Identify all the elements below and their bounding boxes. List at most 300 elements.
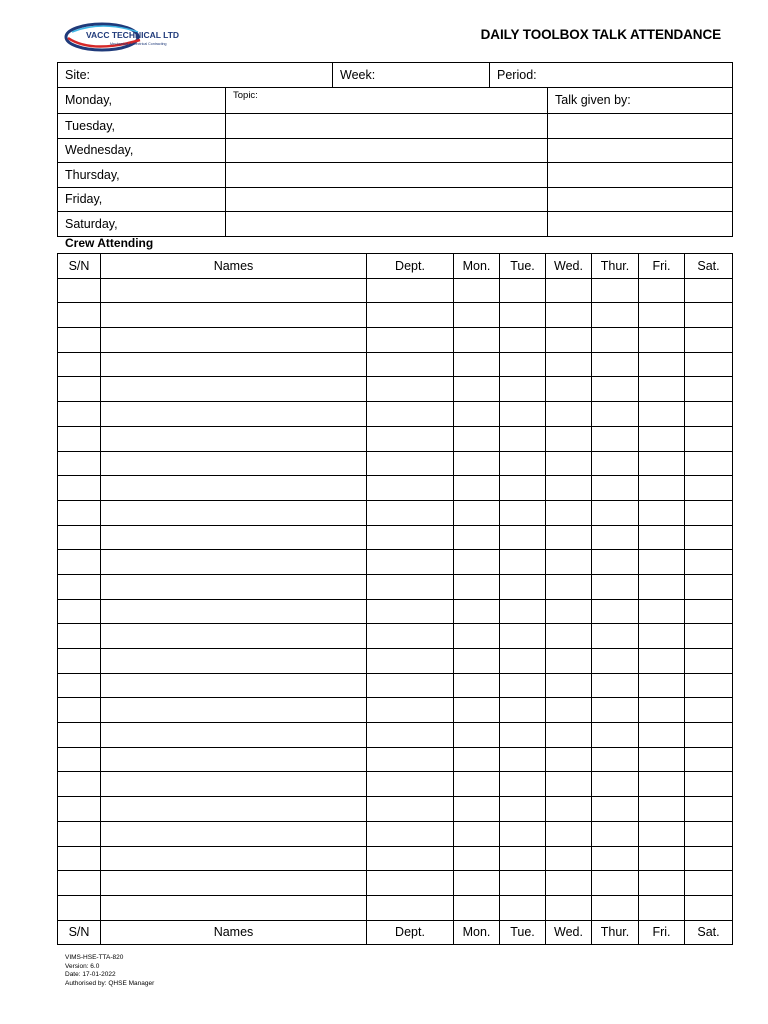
attendance-cell[interactable] (58, 747, 101, 772)
attendance-cell[interactable] (685, 821, 733, 846)
table-row (58, 821, 733, 846)
column-header: Wed. (546, 920, 592, 945)
attendance-cell[interactable] (101, 649, 367, 674)
attendance-cell[interactable] (101, 574, 367, 599)
attendance-cell[interactable] (101, 451, 367, 476)
attendance-cell[interactable] (546, 328, 592, 353)
document-control-info (65, 954, 154, 988)
header-row (58, 254, 733, 279)
attendance-cell[interactable] (101, 871, 367, 896)
attendance-cell[interactable] (367, 821, 454, 846)
attendance-cell[interactable] (58, 476, 101, 501)
attendance-cell[interactable] (592, 723, 639, 748)
table-row (58, 303, 733, 328)
attendance-cell[interactable] (592, 278, 639, 303)
attendance-cell[interactable] (546, 500, 592, 525)
attendance-cell[interactable] (58, 698, 101, 723)
topic-field[interactable] (226, 187, 548, 212)
attendance-cell[interactable] (454, 303, 500, 328)
topic-field[interactable] (226, 87, 548, 114)
attendance-cell[interactable] (367, 871, 454, 896)
column-header: Mon. (454, 254, 500, 279)
attendance-cell[interactable] (592, 624, 639, 649)
attendance-cell[interactable] (639, 723, 685, 748)
attendance-cell[interactable] (500, 747, 546, 772)
attendance-cell[interactable] (639, 402, 685, 427)
attendance-cell[interactable] (454, 451, 500, 476)
attendance-cell[interactable] (592, 377, 639, 402)
attendance-cell[interactable] (367, 698, 454, 723)
attendance-cell[interactable] (454, 673, 500, 698)
column-header: Thur. (592, 920, 639, 945)
attendance-cell[interactable] (367, 673, 454, 698)
attendance-cell[interactable] (101, 476, 367, 501)
attendance-cell[interactable] (58, 624, 101, 649)
attendance-cell[interactable] (101, 500, 367, 525)
company-logo (62, 18, 194, 56)
attendance-cell[interactable] (685, 797, 733, 822)
attendance-cell[interactable] (546, 525, 592, 550)
column-header: Tue. (500, 254, 546, 279)
attendance-cell[interactable] (546, 747, 592, 772)
attendance-cell[interactable] (500, 871, 546, 896)
attendance-cell[interactable] (639, 772, 685, 797)
column-header: Fri. (639, 254, 685, 279)
attendance-cell[interactable] (639, 846, 685, 871)
day-label: Monday, (58, 87, 226, 114)
topic-field[interactable] (226, 138, 548, 163)
attendance-cell[interactable] (592, 649, 639, 674)
attendance-cell[interactable] (367, 476, 454, 501)
attendance-cell[interactable] (592, 599, 639, 624)
attendance-cell[interactable] (639, 328, 685, 353)
attendance-cell[interactable] (367, 895, 454, 920)
table-row (58, 377, 733, 402)
topic-field[interactable] (226, 163, 548, 188)
table-row (58, 500, 733, 525)
attendance-cell[interactable] (685, 451, 733, 476)
day-label: Wednesday, (58, 138, 226, 163)
attendance-cell[interactable] (367, 797, 454, 822)
attendance-cell[interactable] (454, 402, 500, 427)
attendance-cell[interactable] (101, 550, 367, 575)
attendance-cell[interactable] (592, 476, 639, 501)
attendance-cell[interactable] (58, 821, 101, 846)
crew-attending-heading: Crew Attending (65, 236, 154, 250)
attendance-cell[interactable] (454, 797, 500, 822)
attendance-cell[interactable] (685, 649, 733, 674)
attendance-cell[interactable] (592, 797, 639, 822)
attendance-cell[interactable] (101, 821, 367, 846)
attendance-cell[interactable] (639, 673, 685, 698)
doc-authorised-by: Authorised by: QHSE Manager (65, 979, 155, 987)
column-header: Dept. (367, 920, 454, 945)
attendance-cell[interactable] (500, 895, 546, 920)
attendance-cell[interactable] (58, 797, 101, 822)
attendance-cell[interactable] (639, 451, 685, 476)
table-row (58, 747, 733, 772)
table-row (58, 550, 733, 575)
attendance-cell[interactable] (592, 895, 639, 920)
session-info-table (57, 62, 733, 237)
day-label: Saturday, (58, 212, 226, 237)
attendance-cell[interactable] (454, 821, 500, 846)
attendance-cell[interactable] (639, 871, 685, 896)
attendance-cell[interactable] (546, 402, 592, 427)
attendance-cell[interactable] (101, 525, 367, 550)
attendance-cell[interactable] (685, 278, 733, 303)
attendance-cell[interactable] (500, 402, 546, 427)
attendance-cell[interactable] (546, 673, 592, 698)
attendance-cell[interactable] (685, 352, 733, 377)
attendance-cell[interactable] (639, 797, 685, 822)
attendance-cell[interactable] (500, 303, 546, 328)
table-row (58, 698, 733, 723)
attendance-cell[interactable] (639, 698, 685, 723)
attendance-cell[interactable] (58, 846, 101, 871)
attendance-cell[interactable] (639, 624, 685, 649)
attendance-cell[interactable] (685, 673, 733, 698)
attendance-cell[interactable] (685, 747, 733, 772)
attendance-cell[interactable] (592, 846, 639, 871)
attendance-cell[interactable] (546, 698, 592, 723)
attendance-cell[interactable] (101, 895, 367, 920)
attendance-cell[interactable] (58, 352, 101, 377)
attendance-cell[interactable] (101, 426, 367, 451)
attendance-cell[interactable] (500, 846, 546, 871)
attendance-cell[interactable] (639, 599, 685, 624)
period-label: Period: (497, 67, 537, 82)
attendance-cell[interactable] (546, 797, 592, 822)
attendance-cell[interactable] (58, 550, 101, 575)
attendance-cell[interactable] (685, 624, 733, 649)
attendance-cell[interactable] (546, 599, 592, 624)
attendance-cell[interactable] (367, 451, 454, 476)
attendance-cell[interactable] (685, 402, 733, 427)
attendance-cell[interactable] (454, 599, 500, 624)
attendance-cell[interactable] (685, 500, 733, 525)
document-title: DAILY TOOLBOX TALK ATTENDANCE (480, 27, 721, 42)
attendance-cell[interactable] (639, 500, 685, 525)
table-row (58, 772, 733, 797)
attendance-cell[interactable] (592, 871, 639, 896)
attendance-cell[interactable] (546, 574, 592, 599)
site-field[interactable] (58, 63, 333, 88)
attendance-cell[interactable] (367, 352, 454, 377)
attendance-cell[interactable] (592, 451, 639, 476)
table-row (58, 476, 733, 501)
attendance-cell[interactable] (454, 426, 500, 451)
attendance-cell[interactable] (685, 550, 733, 575)
attendance-cell[interactable] (58, 574, 101, 599)
attendance-cell[interactable] (685, 895, 733, 920)
table-row (58, 352, 733, 377)
attendance-cell[interactable] (367, 649, 454, 674)
attendance-cell[interactable] (685, 574, 733, 599)
attendance-cell[interactable] (101, 624, 367, 649)
attendance-cell[interactable] (454, 328, 500, 353)
attendance-cell[interactable] (367, 747, 454, 772)
attendance-cell[interactable] (546, 377, 592, 402)
attendance-cell[interactable] (500, 821, 546, 846)
day-label: Friday, (58, 187, 226, 212)
attendance-cell[interactable] (500, 550, 546, 575)
attendance-cell[interactable] (101, 673, 367, 698)
attendance-cell[interactable] (454, 772, 500, 797)
attendance-cell[interactable] (367, 303, 454, 328)
attendance-cell[interactable] (454, 871, 500, 896)
attendance-cell[interactable] (685, 426, 733, 451)
attendance-cell[interactable] (500, 797, 546, 822)
attendance-cell[interactable] (639, 377, 685, 402)
attendance-cell[interactable] (500, 599, 546, 624)
attendance-cell[interactable] (367, 278, 454, 303)
table-row (58, 278, 733, 303)
attendance-cell[interactable] (454, 476, 500, 501)
attendance-cell[interactable] (592, 772, 639, 797)
attendance-cell[interactable] (500, 328, 546, 353)
attendance-cell[interactable] (546, 451, 592, 476)
attendance-cell[interactable] (500, 723, 546, 748)
attendance-cell[interactable] (454, 649, 500, 674)
attendance-cell[interactable] (58, 599, 101, 624)
topic-field[interactable] (226, 212, 548, 237)
attendance-cell[interactable] (546, 476, 592, 501)
attendance-cell[interactable] (367, 624, 454, 649)
attendance-cell[interactable] (592, 525, 639, 550)
attendance-cell[interactable] (101, 698, 367, 723)
attendance-cell[interactable] (454, 278, 500, 303)
attendance-cell[interactable] (685, 599, 733, 624)
presenter-field[interactable] (548, 212, 733, 237)
attendance-cell[interactable] (592, 402, 639, 427)
attendance-cell[interactable] (454, 500, 500, 525)
attendance-cell[interactable] (454, 747, 500, 772)
attendance-cell[interactable] (592, 303, 639, 328)
attendance-cell[interactable] (685, 525, 733, 550)
attendance-cell[interactable] (546, 352, 592, 377)
attendance-cell[interactable] (58, 500, 101, 525)
week-field[interactable] (333, 63, 490, 88)
attendance-cell[interactable] (592, 698, 639, 723)
attendance-cell[interactable] (367, 328, 454, 353)
day-label: Tuesday, (58, 114, 226, 139)
column-header: Names (101, 254, 367, 279)
attendance-cell[interactable] (58, 377, 101, 402)
attendance-cell[interactable] (546, 846, 592, 871)
attendance-cell[interactable] (546, 723, 592, 748)
column-header: Names (101, 920, 367, 945)
attendance-cell[interactable] (546, 821, 592, 846)
attendance-cell[interactable] (367, 574, 454, 599)
attendance-cell[interactable] (367, 846, 454, 871)
attendance-cell[interactable] (685, 846, 733, 871)
attendance-cell[interactable] (367, 500, 454, 525)
attendance-cell[interactable] (685, 772, 733, 797)
attendance-cell[interactable] (500, 377, 546, 402)
topic-field[interactable] (226, 114, 548, 139)
attendance-cell[interactable] (367, 550, 454, 575)
crew-attendance-table (57, 253, 733, 945)
attendance-cell[interactable] (546, 772, 592, 797)
attendance-cell[interactable] (685, 698, 733, 723)
attendance-cell[interactable] (454, 895, 500, 920)
attendance-cell[interactable] (546, 426, 592, 451)
attendance-cell[interactable] (101, 402, 367, 427)
attendance-cell[interactable] (592, 673, 639, 698)
attendance-cell[interactable] (454, 525, 500, 550)
table-row (58, 525, 733, 550)
table-row (58, 895, 733, 920)
attendance-cell[interactable] (101, 303, 367, 328)
attendance-cell[interactable] (58, 525, 101, 550)
topic-label: Topic: (233, 89, 258, 101)
attendance-cell[interactable] (454, 698, 500, 723)
column-header: Tue. (500, 920, 546, 945)
attendance-cell[interactable] (639, 352, 685, 377)
attendance-cell[interactable] (454, 550, 500, 575)
attendance-cell[interactable] (592, 500, 639, 525)
attendance-cell[interactable] (639, 303, 685, 328)
attendance-cell[interactable] (592, 550, 639, 575)
presenter-field[interactable] (548, 163, 733, 188)
attendance-cell[interactable] (639, 525, 685, 550)
presenter-field[interactable] (548, 187, 733, 212)
doc-version: Version: 6.0 (65, 962, 100, 970)
period-field[interactable] (490, 63, 733, 88)
attendance-cell[interactable] (639, 426, 685, 451)
presenter-field[interactable] (548, 138, 733, 163)
attendance-cell[interactable] (367, 402, 454, 427)
attendance-cell[interactable] (500, 500, 546, 525)
attendance-cell[interactable] (500, 698, 546, 723)
attendance-cell[interactable] (639, 550, 685, 575)
attendance-cell[interactable] (500, 352, 546, 377)
attendance-cell[interactable] (685, 871, 733, 896)
attendance-cell[interactable] (639, 278, 685, 303)
attendance-cell[interactable] (101, 328, 367, 353)
attendance-cell[interactable] (546, 550, 592, 575)
attendance-cell[interactable] (685, 723, 733, 748)
attendance-cell[interactable] (454, 352, 500, 377)
attendance-cell[interactable] (58, 303, 101, 328)
attendance-cell[interactable] (500, 451, 546, 476)
attendance-cell[interactable] (546, 303, 592, 328)
attendance-cell[interactable] (639, 821, 685, 846)
attendance-cell[interactable] (58, 451, 101, 476)
attendance-cell[interactable] (58, 649, 101, 674)
attendance-cell[interactable] (58, 278, 101, 303)
doc-code: VIMS-HSE-TTA-820 (65, 954, 124, 961)
attendance-cell[interactable] (101, 797, 367, 822)
attendance-cell[interactable] (500, 772, 546, 797)
column-header: S/N (58, 254, 101, 279)
attendance-cell[interactable] (500, 574, 546, 599)
attendance-cell[interactable] (592, 747, 639, 772)
presenter-field[interactable] (548, 114, 733, 139)
attendance-cell[interactable] (546, 871, 592, 896)
attendance-cell[interactable] (639, 476, 685, 501)
attendance-cell[interactable] (101, 278, 367, 303)
attendance-cell[interactable] (58, 328, 101, 353)
column-header: Sat. (685, 254, 733, 279)
attendance-cell[interactable] (592, 821, 639, 846)
attendance-cell[interactable] (101, 723, 367, 748)
attendance-cell[interactable] (58, 871, 101, 896)
attendance-cell[interactable] (454, 723, 500, 748)
attendance-cell[interactable] (58, 426, 101, 451)
attendance-cell[interactable] (500, 649, 546, 674)
attendance-cell[interactable] (685, 476, 733, 501)
table-row (58, 328, 733, 353)
attendance-cell[interactable] (58, 772, 101, 797)
attendance-cell[interactable] (58, 402, 101, 427)
attendance-cell[interactable] (454, 846, 500, 871)
column-header: Thur. (592, 254, 639, 279)
attendance-cell[interactable] (101, 747, 367, 772)
attendance-cell[interactable] (367, 426, 454, 451)
attendance-cell[interactable] (101, 846, 367, 871)
attendance-cell[interactable] (500, 476, 546, 501)
attendance-cell[interactable] (685, 328, 733, 353)
attendance-cell[interactable] (101, 377, 367, 402)
attendance-cell[interactable] (367, 377, 454, 402)
table-row (58, 426, 733, 451)
attendance-cell[interactable] (367, 525, 454, 550)
attendance-cell[interactable] (592, 574, 639, 599)
attendance-cell[interactable] (685, 303, 733, 328)
attendance-cell[interactable] (101, 772, 367, 797)
attendance-cell[interactable] (639, 649, 685, 674)
attendance-cell[interactable] (454, 377, 500, 402)
column-header: Fri. (639, 920, 685, 945)
attendance-cell[interactable] (101, 599, 367, 624)
attendance-cell[interactable] (367, 772, 454, 797)
attendance-cell[interactable] (639, 747, 685, 772)
column-header: Dept. (367, 254, 454, 279)
column-header: Mon. (454, 920, 500, 945)
attendance-cell[interactable] (101, 352, 367, 377)
attendance-cell[interactable] (454, 624, 500, 649)
attendance-cell[interactable] (639, 895, 685, 920)
attendance-cell[interactable] (592, 426, 639, 451)
attendance-cell[interactable] (500, 624, 546, 649)
logo-tagline: Mechanical & Electrical Contracting (110, 42, 167, 46)
attendance-cell[interactable] (546, 895, 592, 920)
attendance-cell[interactable] (454, 574, 500, 599)
attendance-cell[interactable] (592, 352, 639, 377)
attendance-cell[interactable] (685, 377, 733, 402)
attendance-cell[interactable] (58, 723, 101, 748)
attendance-cell[interactable] (367, 599, 454, 624)
attendance-cell[interactable] (546, 624, 592, 649)
table-row (58, 723, 733, 748)
attendance-cell[interactable] (58, 895, 101, 920)
attendance-cell[interactable] (546, 278, 592, 303)
table-row (58, 797, 733, 822)
attendance-cell[interactable] (500, 426, 546, 451)
attendance-cell[interactable] (592, 328, 639, 353)
attendance-cell[interactable] (500, 673, 546, 698)
table-row (58, 846, 733, 871)
attendance-cell[interactable] (546, 649, 592, 674)
attendance-cell[interactable] (639, 574, 685, 599)
attendance-cell[interactable] (58, 673, 101, 698)
attendance-cell[interactable] (500, 278, 546, 303)
table-row (58, 599, 733, 624)
attendance-cell[interactable] (500, 525, 546, 550)
attendance-cell[interactable] (367, 723, 454, 748)
